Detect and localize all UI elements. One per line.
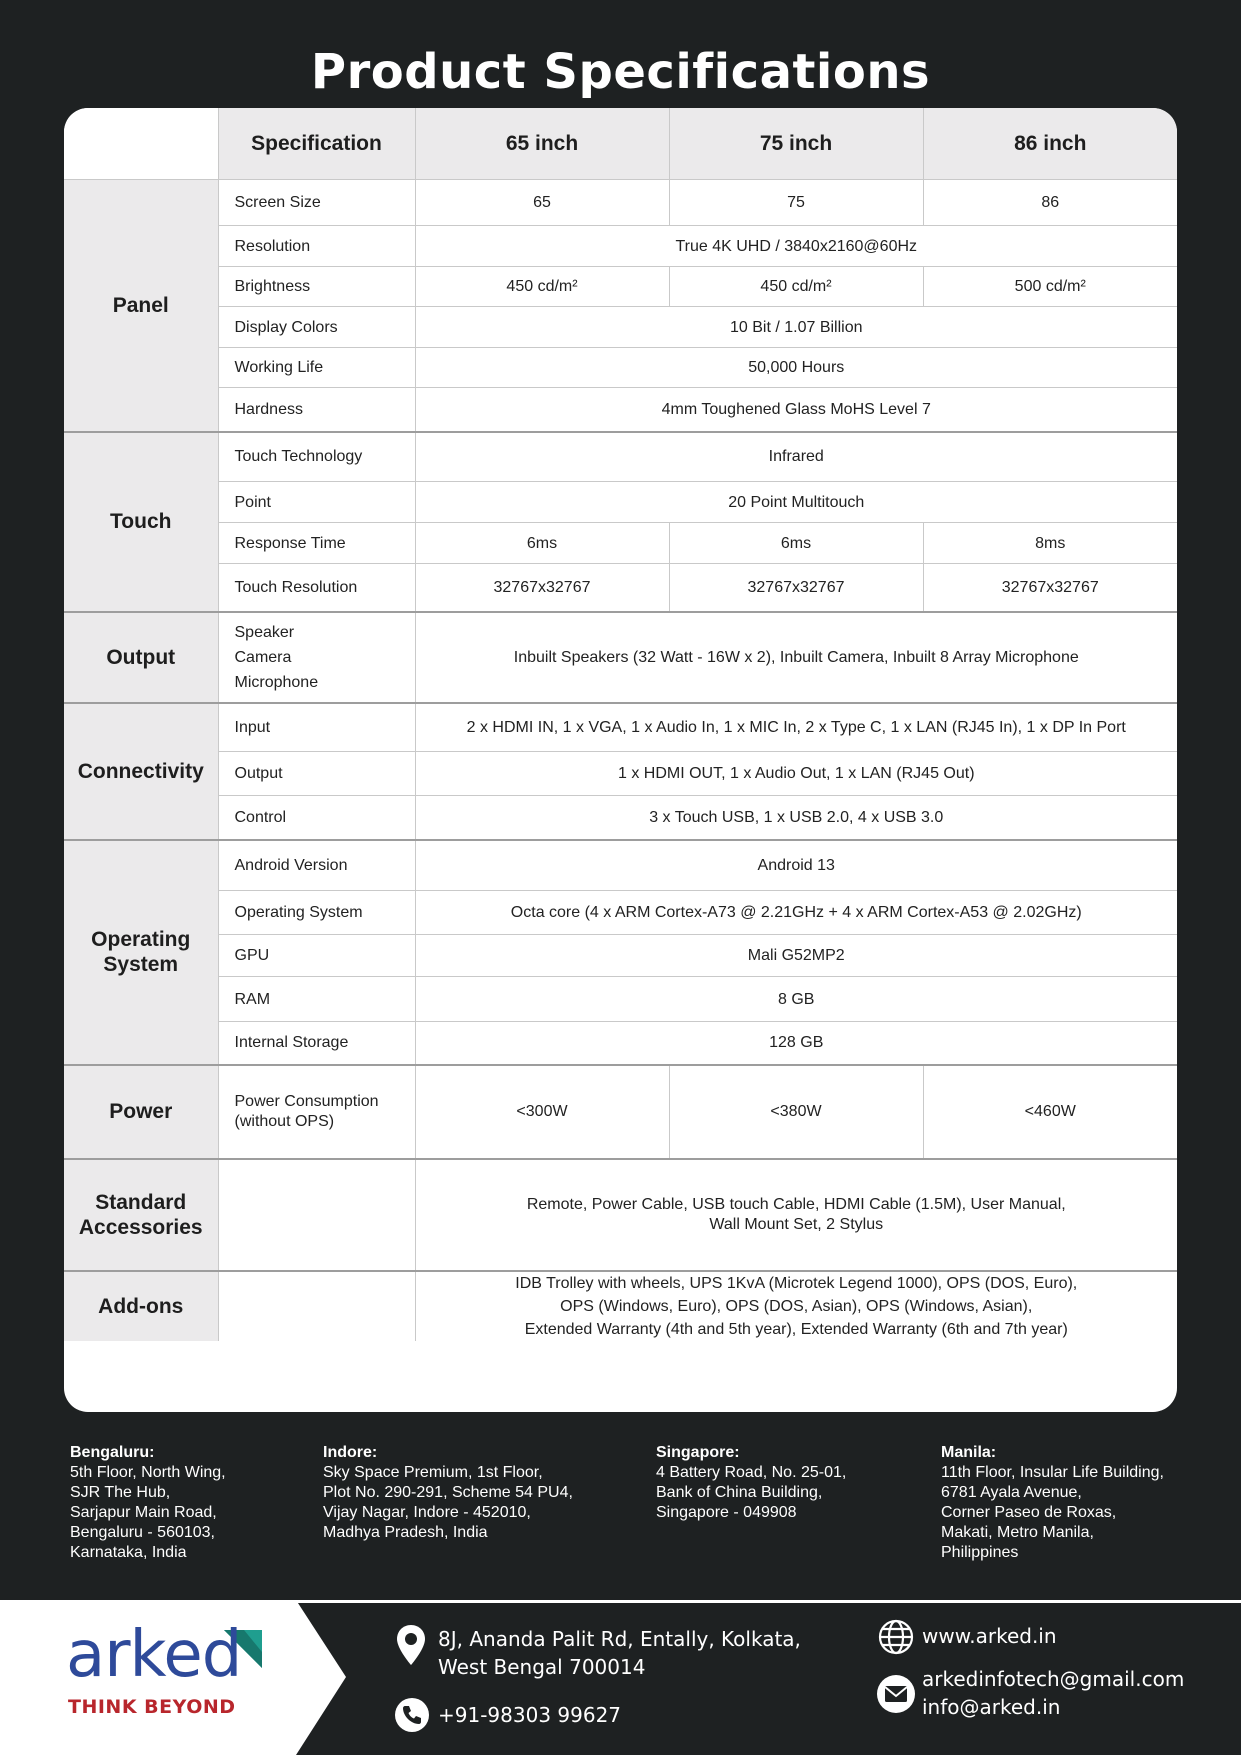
table-row <box>64 348 1177 388</box>
table-row <box>64 523 1177 564</box>
table-row <box>64 307 1177 348</box>
spec-name-line: Speaker <box>234 623 295 641</box>
location-pin-icon <box>396 1624 426 1671</box>
table-row <box>64 267 1177 307</box>
office-line: Bengaluru - 560103, <box>70 1524 215 1541</box>
spec-value: 32767x32767 <box>923 564 1177 612</box>
spec-name <box>218 612 415 703</box>
table-row <box>64 482 1177 523</box>
spec-name-line: Camera <box>234 648 292 666</box>
footer-address <box>438 1625 801 1681</box>
office-bengaluru <box>70 1443 226 1563</box>
group-label-line: System <box>103 953 179 976</box>
page-title: Product Specifications <box>310 44 931 100</box>
spec-value: 6ms <box>669 523 923 564</box>
group-standard-accessories <box>64 1159 218 1271</box>
spec-value: 450 cd/m² <box>669 267 923 307</box>
table-header-row <box>64 108 1177 180</box>
spec-name: RAM <box>218 977 415 1022</box>
address-line: West Bengal 700014 <box>438 1655 646 1679</box>
spec-name: Touch Technology <box>218 432 415 482</box>
table-row <box>64 180 1177 226</box>
group-touch: Touch <box>64 432 218 612</box>
spec-value: 32767x32767 <box>669 564 923 612</box>
spec-value: Infrared <box>415 432 1177 482</box>
spec-table <box>64 108 1177 1341</box>
spec-name: Resolution <box>218 226 415 267</box>
spec-name: Point <box>218 482 415 523</box>
office-line: SJR The Hub, <box>70 1484 171 1501</box>
footer-phone[interactable]: +91-98303 99627 <box>438 1703 622 1727</box>
office-line: Madhya Pradesh, India <box>323 1524 488 1541</box>
office-city: Singapore: <box>656 1444 740 1461</box>
spec-value: 20 Point Multitouch <box>415 482 1177 523</box>
office-line: Sky Space Premium, 1st Floor, <box>323 1464 543 1481</box>
spec-name: Input <box>218 703 415 752</box>
office-manila <box>941 1443 1164 1563</box>
spec-value: 65 <box>415 180 669 226</box>
header-65-inch: 65 inch <box>415 108 669 180</box>
brand-name: arked <box>66 1618 242 1692</box>
office-line: Singapore - 049908 <box>656 1504 797 1521</box>
office-line: Philippines <box>941 1544 1019 1561</box>
spec-name: Output <box>218 752 415 796</box>
spec-name: Android Version <box>218 840 415 891</box>
spec-value: True 4K UHD / 3840x2160@60Hz <box>415 226 1177 267</box>
spec-name <box>218 1065 415 1159</box>
office-indore <box>323 1443 573 1543</box>
spec-value: 6ms <box>415 523 669 564</box>
office-line: 11th Floor, Insular Life Building, <box>941 1464 1164 1481</box>
spec-table-card <box>64 108 1177 1412</box>
spec-value: 50,000 Hours <box>415 348 1177 388</box>
spec-name-empty <box>218 1159 415 1271</box>
office-singapore <box>656 1443 846 1523</box>
spec-value: 75 <box>669 180 923 226</box>
spec-value: 128 GB <box>415 1022 1177 1065</box>
spec-name: Display Colors <box>218 307 415 348</box>
spec-name-line: Microphone <box>234 673 319 691</box>
office-line: Vijay Nagar, Indore - 452010, <box>323 1504 531 1521</box>
group-label-line: Operating <box>91 928 191 951</box>
spec-value: Android 13 <box>415 840 1177 891</box>
spec-value: <300W <box>415 1065 669 1159</box>
value-line: Extended Warranty (4th and 5th year), Extended Warranty (6th and 7th year) <box>524 1320 1068 1338</box>
office-city: Bengaluru: <box>70 1444 155 1461</box>
spec-value: 500 cd/m² <box>923 267 1177 307</box>
table-row <box>64 612 1177 703</box>
table-row <box>64 1159 1177 1271</box>
spec-value: 2 x HDMI IN, 1 x VGA, 1 x Audio In, 1 x MIC In, 2 x Type C, 1 x LAN (RJ45 In), 1 x DP In Port <box>415 703 1177 752</box>
group-output: Output <box>64 612 218 703</box>
footer-website[interactable]: www.arked.in <box>922 1624 1057 1648</box>
spec-value: Octa core (4 x ARM Cortex-A73 @ 2.21GHz + 4 x ARM Cortex-A53 @ 2.02GHz) <box>415 891 1177 935</box>
address-line: 8J, Ananda Palit Rd, Entally, Kolkata, <box>438 1627 801 1651</box>
office-line: Karnataka, India <box>70 1544 187 1561</box>
spec-value: 1 x HDMI OUT, 1 x Audio Out, 1 x LAN (RJ45 Out) <box>415 752 1177 796</box>
spec-value: Inbuilt Speakers (32 Watt - 16W x 2), Inbuilt Camera, Inbuilt 8 Array Microphone <box>415 612 1177 703</box>
table-row <box>64 840 1177 891</box>
phone-icon <box>394 1697 430 1738</box>
spec-value: <460W <box>923 1065 1177 1159</box>
table-row <box>64 432 1177 482</box>
spec-value: 32767x32767 <box>415 564 669 612</box>
table-row <box>64 564 1177 612</box>
group-connectivity: Connectivity <box>64 703 218 840</box>
table-row <box>64 1065 1177 1159</box>
office-line: Sarjapur Main Road, <box>70 1504 217 1521</box>
office-addresses <box>0 1443 1241 1573</box>
group-operating-system <box>64 840 218 1065</box>
table-row <box>64 226 1177 267</box>
header-75-inch: 75 inch <box>669 108 923 180</box>
spec-name: Screen Size <box>218 180 415 226</box>
spec-value: 450 cd/m² <box>415 267 669 307</box>
spec-name: Touch Resolution <box>218 564 415 612</box>
office-line: Corner Paseo de Roxas, <box>941 1504 1117 1521</box>
value-line: OPS (Windows, Euro), OPS (DOS, Asian), OPS (Windows, Asian), <box>560 1297 1033 1315</box>
spec-value: 10 Bit / 1.07 Billion <box>415 307 1177 348</box>
header-86-inch: 86 inch <box>923 108 1177 180</box>
table-row <box>64 977 1177 1022</box>
footer-email[interactable]: info@arked.in <box>922 1695 1061 1719</box>
spec-name: Internal Storage <box>218 1022 415 1065</box>
spec-name: Operating System <box>218 891 415 935</box>
table-row <box>64 891 1177 935</box>
spec-value: 8ms <box>923 523 1177 564</box>
spec-name: Brightness <box>218 267 415 307</box>
value-line: Wall Mount Set, 2 Stylus <box>709 1215 884 1233</box>
spec-name-empty <box>218 1271 415 1341</box>
brand-logo <box>66 1618 266 1742</box>
spec-value <box>415 1159 1177 1271</box>
spec-value: <380W <box>669 1065 923 1159</box>
table-row <box>64 796 1177 840</box>
value-line: IDB Trolley with wheels, UPS 1KvA (Microtek Legend 1000), OPS (DOS, Euro), <box>515 1274 1078 1292</box>
table-row <box>64 388 1177 432</box>
spec-name: Hardness <box>218 388 415 432</box>
office-line: 4 Battery Road, No. 25-01, <box>656 1464 847 1481</box>
spec-value: 8 GB <box>415 977 1177 1022</box>
office-line: Makati, Metro Manila, <box>941 1524 1094 1541</box>
mail-icon <box>876 1674 916 1719</box>
spec-name-line: (without OPS) <box>234 1112 335 1130</box>
table-row <box>64 752 1177 796</box>
table-row <box>64 703 1177 752</box>
footer-email[interactable]: arkedinfotech@gmail.com <box>922 1667 1185 1691</box>
spec-name-line: Power Consumption <box>234 1092 379 1110</box>
spec-name: Working Life <box>218 348 415 388</box>
group-panel: Panel <box>64 180 218 432</box>
office-line: 6781 Ayala Avenue, <box>941 1484 1082 1501</box>
spec-value: 3 x Touch USB, 1 x USB 2.0, 4 x USB 3.0 <box>415 796 1177 840</box>
office-line: 5th Floor, North Wing, <box>70 1464 226 1481</box>
spec-name: Response Time <box>218 523 415 564</box>
office-city: Indore: <box>323 1444 378 1461</box>
spec-name: GPU <box>218 935 415 977</box>
office-city: Manila: <box>941 1444 997 1461</box>
office-line: Plot No. 290-291, Scheme 54 PU4, <box>323 1484 573 1501</box>
spec-value <box>415 1271 1177 1341</box>
header-specification: Specification <box>218 108 415 180</box>
office-line: Bank of China Building, <box>656 1484 823 1501</box>
spec-value: 4mm Toughened Glass MoHS Level 7 <box>415 388 1177 432</box>
header-corner <box>64 108 218 180</box>
spec-value: Mali G52MP2 <box>415 935 1177 977</box>
spec-name: Control <box>218 796 415 840</box>
brand-tagline: THINK BEYOND <box>68 1696 236 1718</box>
table-row <box>64 1271 1177 1341</box>
globe-icon <box>878 1619 914 1660</box>
group-label-line: Standard <box>95 1190 187 1214</box>
group-power: Power <box>64 1065 218 1159</box>
group-label-line: Accessories <box>78 1215 203 1239</box>
footer-emails <box>922 1665 1184 1721</box>
value-line: Remote, Power Cable, USB touch Cable, HDMI Cable (1.5M), User Manual, <box>526 1195 1066 1213</box>
spec-value: 86 <box>923 180 1177 226</box>
table-row <box>64 935 1177 977</box>
group-add-ons: Add-ons <box>64 1271 218 1341</box>
table-row <box>64 1022 1177 1065</box>
